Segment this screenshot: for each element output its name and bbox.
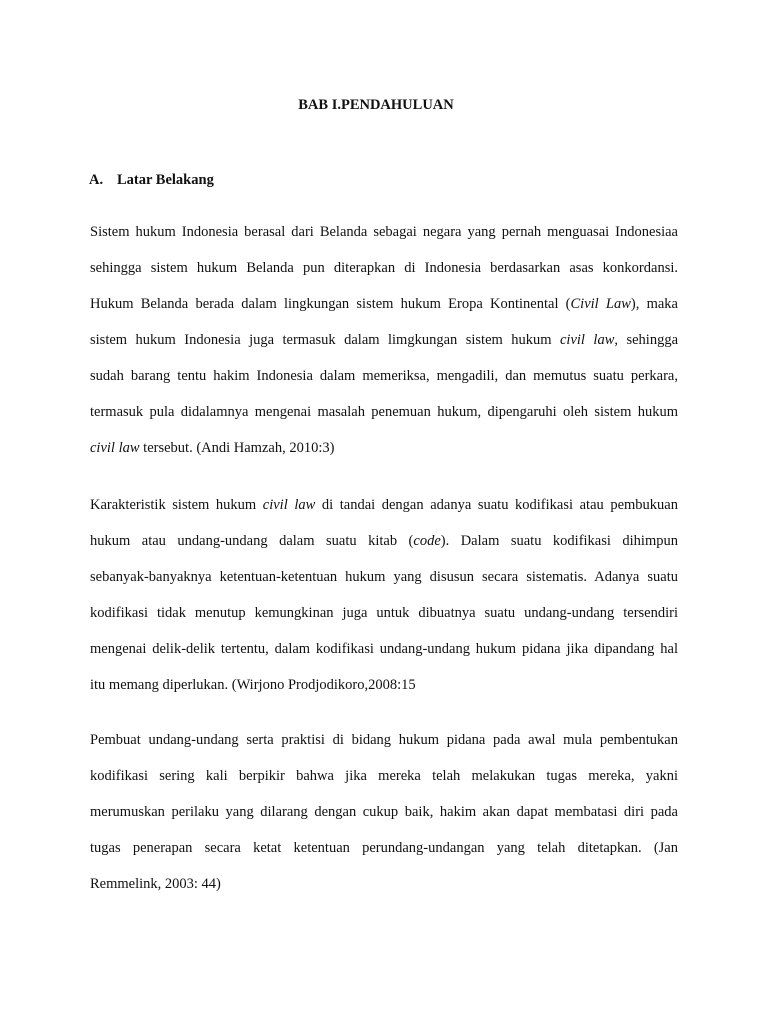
italic-term: Civil Law [570,296,631,312]
paragraph-3 [90,722,678,902]
line-text: hukum atau undang-undang dalam suatu kitab ( [90,533,414,549]
line-text: Karakteristik sistem hukum [90,497,263,513]
paragraph-line [90,794,678,830]
line-text: Pembuat undang-undang serta praktisi di bidang hukum pidana pada awal mula pembentukan [90,732,678,748]
line-text: sistem hukum Indonesia juga termasuk dalam limgkungan sistem hukum [90,332,560,348]
section-heading [89,171,214,189]
italic-term: civil law [262,497,316,513]
line-text: sehingga sistem hukum Belanda pun diterapkan di Indonesia berdasarkan asas konkordansi. [90,260,678,276]
line-text: kodifikasi tidak menutup kemungkinan juga untuk dibuatnya suatu undang-undang tersendiri [90,605,678,621]
line-text: tersebut. (Andi Hamzah, 2010:3) [139,440,335,456]
paragraph-line [90,523,678,559]
line-text: , sehingga [614,332,679,348]
line-text: kodifikasi sering kali berpikir bahwa jika mereka telah melakukan tugas mereka, yakni [90,768,678,784]
paragraph-1 [90,214,678,466]
line-text: mengenai delik-delik tertentu, dalam kodifikasi undang-undang hukum pidana jika dipandang hal [90,641,678,657]
section-letter: A. [89,172,104,188]
line-text: merumuskan perilaku yang dilarang dengan cukup baik, hakim akan dapat membatasi diri pada [90,804,678,820]
paragraph-line [90,559,678,595]
line-text: sudah barang tentu hakim Indonesia dalam memeriksa, mengadili, dan memutus suatu perkara, [90,368,678,384]
italic-term: civil law [560,332,615,348]
paragraph-line [90,487,678,523]
line-text: di tandai dengan adanya suatu kodifikasi atau pembukuan [315,497,678,513]
paragraph-line [90,722,678,758]
paragraph-line [90,250,678,286]
paragraph-line [90,394,678,430]
paragraph-line [90,667,678,703]
section-heading-text: Latar Belakang [117,172,214,188]
paragraph-line [90,358,678,394]
paragraph-line [90,631,678,667]
paragraph-line [90,866,678,902]
line-text: tugas penerapan secara ketat ketentuan perundang-undangan yang telah ditetapkan. (Jan [90,840,678,856]
line-text: ). Dalam suatu kodifikasi dihimpun [440,533,678,549]
paragraph-2 [90,487,678,703]
line-text: Remmelink, 2003: 44) [90,876,221,892]
line-text: itu memang diperlukan. (Wirjono Prodjodikoro,2008:15 [90,677,416,693]
italic-term: code [413,533,441,549]
paragraph-line [90,322,678,358]
paragraph-line [90,758,678,794]
paragraph-line [90,286,678,322]
paragraph-line [90,430,678,466]
paragraph-line [90,214,678,250]
paragraph-line [90,595,678,631]
line-text: ), maka [630,296,678,312]
chapter-title: BAB I.PENDAHULUAN [298,97,454,113]
paragraph-line [90,830,678,866]
line-text: termasuk pula didalamnya mengenai masalah penemuan hukum, dipengaruhi oleh sistem hukum [90,404,678,420]
italic-term: civil law [90,440,140,456]
line-text: sebanyak-banyaknya ketentuan-ketentuan hukum yang disusun secara sistematis. Adanya suatu [90,569,678,585]
line-text: Hukum Belanda berada dalam lingkungan sistem hukum Eropa Kontinental ( [90,296,571,312]
line-text: Sistem hukum Indonesia berasal dari Belanda sebagai negara yang pernah menguasai Indonesiaa [90,224,678,240]
